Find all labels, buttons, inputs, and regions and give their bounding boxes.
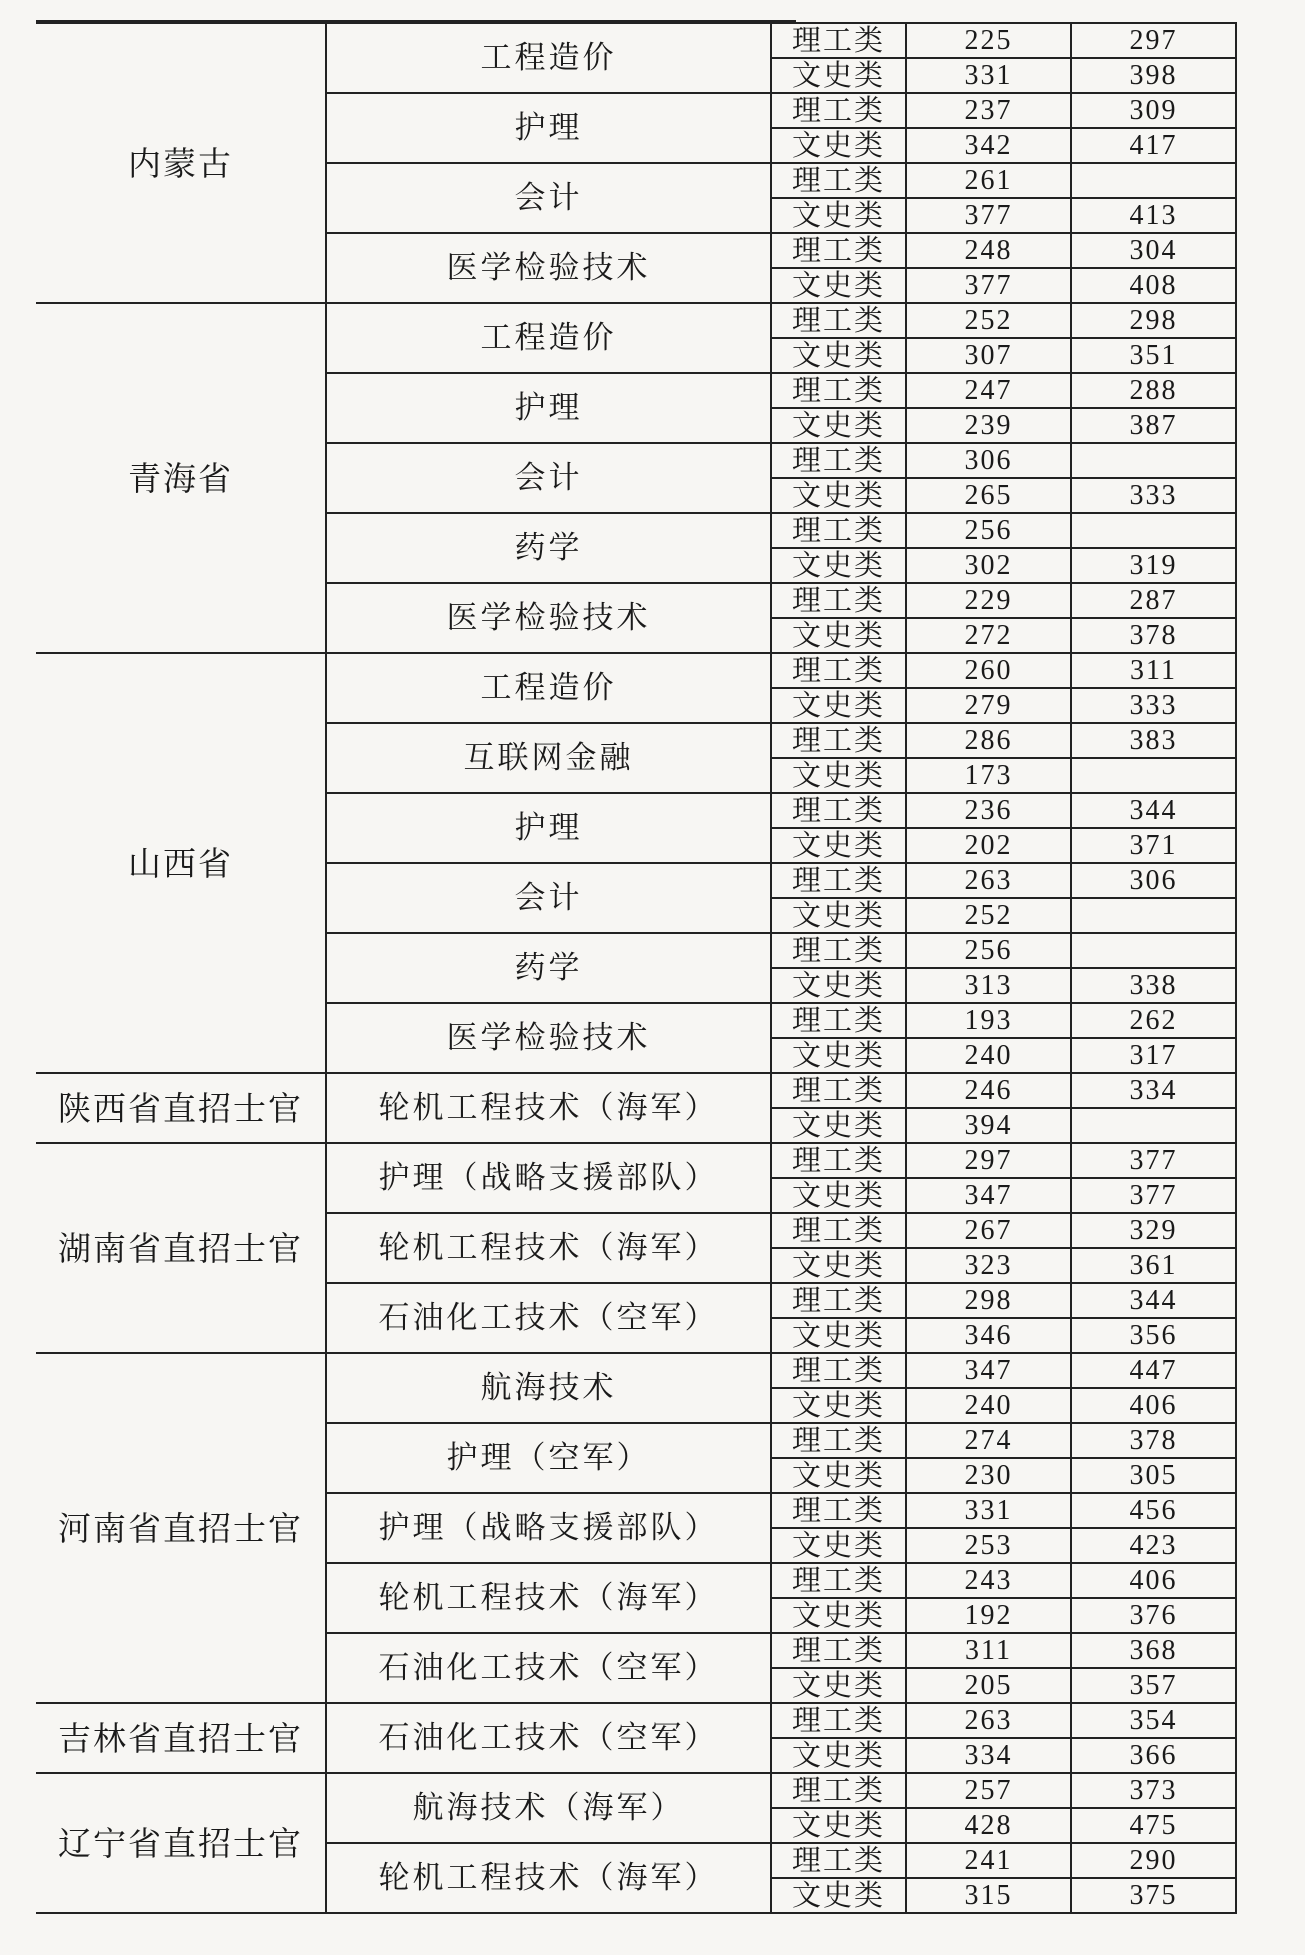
major-name-cell: 工程造价 bbox=[326, 23, 771, 93]
min-score-cell: 252 bbox=[906, 303, 1071, 338]
max-score-cell: 406 bbox=[1071, 1563, 1236, 1598]
subject-category-cell: 理工类 bbox=[771, 1213, 906, 1248]
max-score-cell bbox=[1071, 758, 1236, 793]
region-name-cell: 青海省 bbox=[36, 303, 326, 653]
max-score-cell: 417 bbox=[1071, 128, 1236, 163]
min-score-cell: 252 bbox=[906, 898, 1071, 933]
major-name-cell: 轮机工程技术（海军） bbox=[326, 1073, 771, 1143]
major-name-cell: 护理 bbox=[326, 373, 771, 443]
max-score-cell: 373 bbox=[1071, 1773, 1236, 1808]
table-row bbox=[36, 1143, 1236, 1178]
major-name-cell: 航海技术 bbox=[326, 1353, 771, 1423]
subject-category-cell: 理工类 bbox=[771, 1633, 906, 1668]
max-score-cell: 383 bbox=[1071, 723, 1236, 758]
max-score-cell: 378 bbox=[1071, 1423, 1236, 1458]
subject-category-cell: 理工类 bbox=[771, 793, 906, 828]
score-table-body bbox=[36, 23, 1236, 1913]
subject-category-cell: 理工类 bbox=[771, 303, 906, 338]
subject-category-cell: 文史类 bbox=[771, 58, 906, 93]
major-name-cell: 护理（战略支援部队） bbox=[326, 1143, 771, 1213]
subject-category-cell: 理工类 bbox=[771, 1703, 906, 1738]
subject-category-cell: 文史类 bbox=[771, 828, 906, 863]
min-score-cell: 240 bbox=[906, 1388, 1071, 1423]
subject-category-cell: 理工类 bbox=[771, 163, 906, 198]
major-name-cell: 轮机工程技术（海军） bbox=[326, 1843, 771, 1913]
min-score-cell: 256 bbox=[906, 513, 1071, 548]
subject-category-cell: 文史类 bbox=[771, 128, 906, 163]
max-score-cell: 361 bbox=[1071, 1248, 1236, 1283]
max-score-cell: 413 bbox=[1071, 198, 1236, 233]
min-score-cell: 334 bbox=[906, 1738, 1071, 1773]
table-row bbox=[36, 1073, 1236, 1108]
min-score-cell: 347 bbox=[906, 1178, 1071, 1213]
max-score-cell: 398 bbox=[1071, 58, 1236, 93]
max-score-cell: 366 bbox=[1071, 1738, 1236, 1773]
min-score-cell: 263 bbox=[906, 1703, 1071, 1738]
min-score-cell: 192 bbox=[906, 1598, 1071, 1633]
min-score-cell: 256 bbox=[906, 933, 1071, 968]
major-name-cell: 石油化工技术（空军） bbox=[326, 1633, 771, 1703]
max-score-cell: 334 bbox=[1071, 1073, 1236, 1108]
min-score-cell: 241 bbox=[906, 1843, 1071, 1878]
subject-category-cell: 理工类 bbox=[771, 583, 906, 618]
min-score-cell: 347 bbox=[906, 1353, 1071, 1388]
region-name-cell: 内蒙古 bbox=[36, 23, 326, 303]
major-name-cell: 工程造价 bbox=[326, 653, 771, 723]
major-name-cell: 护理 bbox=[326, 793, 771, 863]
subject-category-cell: 文史类 bbox=[771, 758, 906, 793]
subject-category-cell: 文史类 bbox=[771, 968, 906, 1003]
major-name-cell: 石油化工技术（空军） bbox=[326, 1283, 771, 1353]
min-score-cell: 247 bbox=[906, 373, 1071, 408]
major-name-cell: 护理（战略支援部队） bbox=[326, 1493, 771, 1563]
major-name-cell: 工程造价 bbox=[326, 303, 771, 373]
subject-category-cell: 理工类 bbox=[771, 443, 906, 478]
min-score-cell: 263 bbox=[906, 863, 1071, 898]
max-score-cell: 356 bbox=[1071, 1318, 1236, 1353]
max-score-cell: 333 bbox=[1071, 478, 1236, 513]
min-score-cell: 246 bbox=[906, 1073, 1071, 1108]
subject-category-cell: 文史类 bbox=[771, 1458, 906, 1493]
subject-category-cell: 理工类 bbox=[771, 93, 906, 128]
major-name-cell: 石油化工技术（空军） bbox=[326, 1703, 771, 1773]
min-score-cell: 313 bbox=[906, 968, 1071, 1003]
min-score-cell: 346 bbox=[906, 1318, 1071, 1353]
max-score-cell: 309 bbox=[1071, 93, 1236, 128]
min-score-cell: 315 bbox=[906, 1878, 1071, 1913]
max-score-cell bbox=[1071, 163, 1236, 198]
subject-category-cell: 文史类 bbox=[771, 1738, 906, 1773]
region-name-cell: 河南省直招士官 bbox=[36, 1353, 326, 1703]
min-score-cell: 267 bbox=[906, 1213, 1071, 1248]
region-name-cell: 陕西省直招士官 bbox=[36, 1073, 326, 1143]
min-score-cell: 298 bbox=[906, 1283, 1071, 1318]
table-row bbox=[36, 1353, 1236, 1388]
max-score-cell: 290 bbox=[1071, 1843, 1236, 1878]
score-table-sheet bbox=[36, 22, 1236, 1940]
min-score-cell: 236 bbox=[906, 793, 1071, 828]
max-score-cell: 304 bbox=[1071, 233, 1236, 268]
subject-category-cell: 理工类 bbox=[771, 1773, 906, 1808]
subject-category-cell: 理工类 bbox=[771, 1283, 906, 1318]
subject-category-cell: 文史类 bbox=[771, 408, 906, 443]
subject-category-cell: 理工类 bbox=[771, 1073, 906, 1108]
subject-category-cell: 文史类 bbox=[771, 478, 906, 513]
region-name-cell: 湖南省直招士官 bbox=[36, 1143, 326, 1353]
subject-category-cell: 文史类 bbox=[771, 1178, 906, 1213]
subject-category-cell: 理工类 bbox=[771, 1843, 906, 1878]
min-score-cell: 265 bbox=[906, 478, 1071, 513]
min-score-cell: 193 bbox=[906, 1003, 1071, 1038]
min-score-cell: 261 bbox=[906, 163, 1071, 198]
table-row bbox=[36, 1703, 1236, 1738]
max-score-cell: 376 bbox=[1071, 1598, 1236, 1633]
max-score-cell: 344 bbox=[1071, 1283, 1236, 1318]
max-score-cell bbox=[1071, 443, 1236, 478]
max-score-cell: 387 bbox=[1071, 408, 1236, 443]
max-score-cell: 351 bbox=[1071, 338, 1236, 373]
subject-category-cell: 文史类 bbox=[771, 1318, 906, 1353]
region-name-cell: 山西省 bbox=[36, 653, 326, 1073]
min-score-cell: 394 bbox=[906, 1108, 1071, 1143]
min-score-cell: 237 bbox=[906, 93, 1071, 128]
max-score-cell: 287 bbox=[1071, 583, 1236, 618]
min-score-cell: 286 bbox=[906, 723, 1071, 758]
min-score-cell: 225 bbox=[906, 23, 1071, 58]
admission-score-table bbox=[36, 22, 1237, 1914]
min-score-cell: 302 bbox=[906, 548, 1071, 583]
subject-category-cell: 文史类 bbox=[771, 1038, 906, 1073]
max-score-cell: 306 bbox=[1071, 863, 1236, 898]
subject-category-cell: 文史类 bbox=[771, 1388, 906, 1423]
subject-category-cell: 文史类 bbox=[771, 338, 906, 373]
subject-category-cell: 理工类 bbox=[771, 863, 906, 898]
subject-category-cell: 理工类 bbox=[771, 1003, 906, 1038]
subject-category-cell: 文史类 bbox=[771, 198, 906, 233]
subject-category-cell: 理工类 bbox=[771, 1423, 906, 1458]
max-score-cell bbox=[1071, 1108, 1236, 1143]
subject-category-cell: 理工类 bbox=[771, 653, 906, 688]
min-score-cell: 311 bbox=[906, 1633, 1071, 1668]
max-score-cell: 288 bbox=[1071, 373, 1236, 408]
subject-category-cell: 理工类 bbox=[771, 23, 906, 58]
subject-category-cell: 理工类 bbox=[771, 1563, 906, 1598]
max-score-cell: 406 bbox=[1071, 1388, 1236, 1423]
min-score-cell: 257 bbox=[906, 1773, 1071, 1808]
subject-category-cell: 理工类 bbox=[771, 513, 906, 548]
max-score-cell: 475 bbox=[1071, 1808, 1236, 1843]
subject-category-cell: 理工类 bbox=[771, 1143, 906, 1178]
min-score-cell: 248 bbox=[906, 233, 1071, 268]
subject-category-cell: 文史类 bbox=[771, 1598, 906, 1633]
major-name-cell: 医学检验技术 bbox=[326, 1003, 771, 1073]
max-score-cell: 357 bbox=[1071, 1668, 1236, 1703]
top-rule bbox=[36, 20, 796, 22]
max-score-cell: 333 bbox=[1071, 688, 1236, 723]
min-score-cell: 229 bbox=[906, 583, 1071, 618]
major-name-cell: 护理（空军） bbox=[326, 1423, 771, 1493]
subject-category-cell: 文史类 bbox=[771, 548, 906, 583]
subject-category-cell: 理工类 bbox=[771, 373, 906, 408]
major-name-cell: 药学 bbox=[326, 933, 771, 1003]
min-score-cell: 272 bbox=[906, 618, 1071, 653]
subject-category-cell: 理工类 bbox=[771, 233, 906, 268]
max-score-cell bbox=[1071, 513, 1236, 548]
major-name-cell: 轮机工程技术（海军） bbox=[326, 1213, 771, 1283]
max-score-cell: 338 bbox=[1071, 968, 1236, 1003]
max-score-cell: 456 bbox=[1071, 1493, 1236, 1528]
min-score-cell: 202 bbox=[906, 828, 1071, 863]
min-score-cell: 342 bbox=[906, 128, 1071, 163]
table-row bbox=[36, 1773, 1236, 1808]
major-name-cell: 药学 bbox=[326, 513, 771, 583]
major-name-cell: 轮机工程技术（海军） bbox=[326, 1563, 771, 1633]
max-score-cell: 319 bbox=[1071, 548, 1236, 583]
subject-category-cell: 理工类 bbox=[771, 723, 906, 758]
subject-category-cell: 理工类 bbox=[771, 933, 906, 968]
max-score-cell: 371 bbox=[1071, 828, 1236, 863]
max-score-cell: 298 bbox=[1071, 303, 1236, 338]
major-name-cell: 会计 bbox=[326, 443, 771, 513]
major-name-cell: 互联网金融 bbox=[326, 723, 771, 793]
max-score-cell: 378 bbox=[1071, 618, 1236, 653]
min-score-cell: 240 bbox=[906, 1038, 1071, 1073]
subject-category-cell: 理工类 bbox=[771, 1493, 906, 1528]
min-score-cell: 239 bbox=[906, 408, 1071, 443]
max-score-cell bbox=[1071, 933, 1236, 968]
max-score-cell: 423 bbox=[1071, 1528, 1236, 1563]
min-score-cell: 377 bbox=[906, 268, 1071, 303]
major-name-cell: 医学检验技术 bbox=[326, 583, 771, 653]
subject-category-cell: 文史类 bbox=[771, 688, 906, 723]
table-row bbox=[36, 23, 1236, 58]
min-score-cell: 306 bbox=[906, 443, 1071, 478]
min-score-cell: 230 bbox=[906, 1458, 1071, 1493]
subject-category-cell: 文史类 bbox=[771, 1668, 906, 1703]
min-score-cell: 323 bbox=[906, 1248, 1071, 1283]
max-score-cell bbox=[1071, 898, 1236, 933]
table-row bbox=[36, 303, 1236, 338]
min-score-cell: 173 bbox=[906, 758, 1071, 793]
min-score-cell: 274 bbox=[906, 1423, 1071, 1458]
max-score-cell: 305 bbox=[1071, 1458, 1236, 1493]
min-score-cell: 428 bbox=[906, 1808, 1071, 1843]
max-score-cell: 368 bbox=[1071, 1633, 1236, 1668]
max-score-cell: 262 bbox=[1071, 1003, 1236, 1038]
max-score-cell: 377 bbox=[1071, 1178, 1236, 1213]
max-score-cell: 317 bbox=[1071, 1038, 1236, 1073]
max-score-cell: 447 bbox=[1071, 1353, 1236, 1388]
region-name-cell: 辽宁省直招士官 bbox=[36, 1773, 326, 1913]
subject-category-cell: 理工类 bbox=[771, 1353, 906, 1388]
major-name-cell: 医学检验技术 bbox=[326, 233, 771, 303]
major-name-cell: 会计 bbox=[326, 163, 771, 233]
max-score-cell: 329 bbox=[1071, 1213, 1236, 1248]
max-score-cell: 408 bbox=[1071, 268, 1236, 303]
min-score-cell: 243 bbox=[906, 1563, 1071, 1598]
subject-category-cell: 文史类 bbox=[771, 1808, 906, 1843]
major-name-cell: 会计 bbox=[326, 863, 771, 933]
min-score-cell: 307 bbox=[906, 338, 1071, 373]
subject-category-cell: 文史类 bbox=[771, 618, 906, 653]
subject-category-cell: 文史类 bbox=[771, 1878, 906, 1913]
table-row bbox=[36, 653, 1236, 688]
major-name-cell: 航海技术（海军） bbox=[326, 1773, 771, 1843]
region-name-cell: 吉林省直招士官 bbox=[36, 1703, 326, 1773]
min-score-cell: 279 bbox=[906, 688, 1071, 723]
max-score-cell: 311 bbox=[1071, 653, 1236, 688]
subject-category-cell: 文史类 bbox=[771, 1108, 906, 1143]
subject-category-cell: 文史类 bbox=[771, 898, 906, 933]
min-score-cell: 297 bbox=[906, 1143, 1071, 1178]
min-score-cell: 205 bbox=[906, 1668, 1071, 1703]
min-score-cell: 253 bbox=[906, 1528, 1071, 1563]
major-name-cell: 护理 bbox=[326, 93, 771, 163]
min-score-cell: 260 bbox=[906, 653, 1071, 688]
subject-category-cell: 文史类 bbox=[771, 1528, 906, 1563]
min-score-cell: 331 bbox=[906, 58, 1071, 93]
min-score-cell: 377 bbox=[906, 198, 1071, 233]
max-score-cell: 354 bbox=[1071, 1703, 1236, 1738]
max-score-cell: 377 bbox=[1071, 1143, 1236, 1178]
max-score-cell: 297 bbox=[1071, 23, 1236, 58]
subject-category-cell: 文史类 bbox=[771, 268, 906, 303]
max-score-cell: 375 bbox=[1071, 1878, 1236, 1913]
subject-category-cell: 文史类 bbox=[771, 1248, 906, 1283]
max-score-cell: 344 bbox=[1071, 793, 1236, 828]
min-score-cell: 331 bbox=[906, 1493, 1071, 1528]
